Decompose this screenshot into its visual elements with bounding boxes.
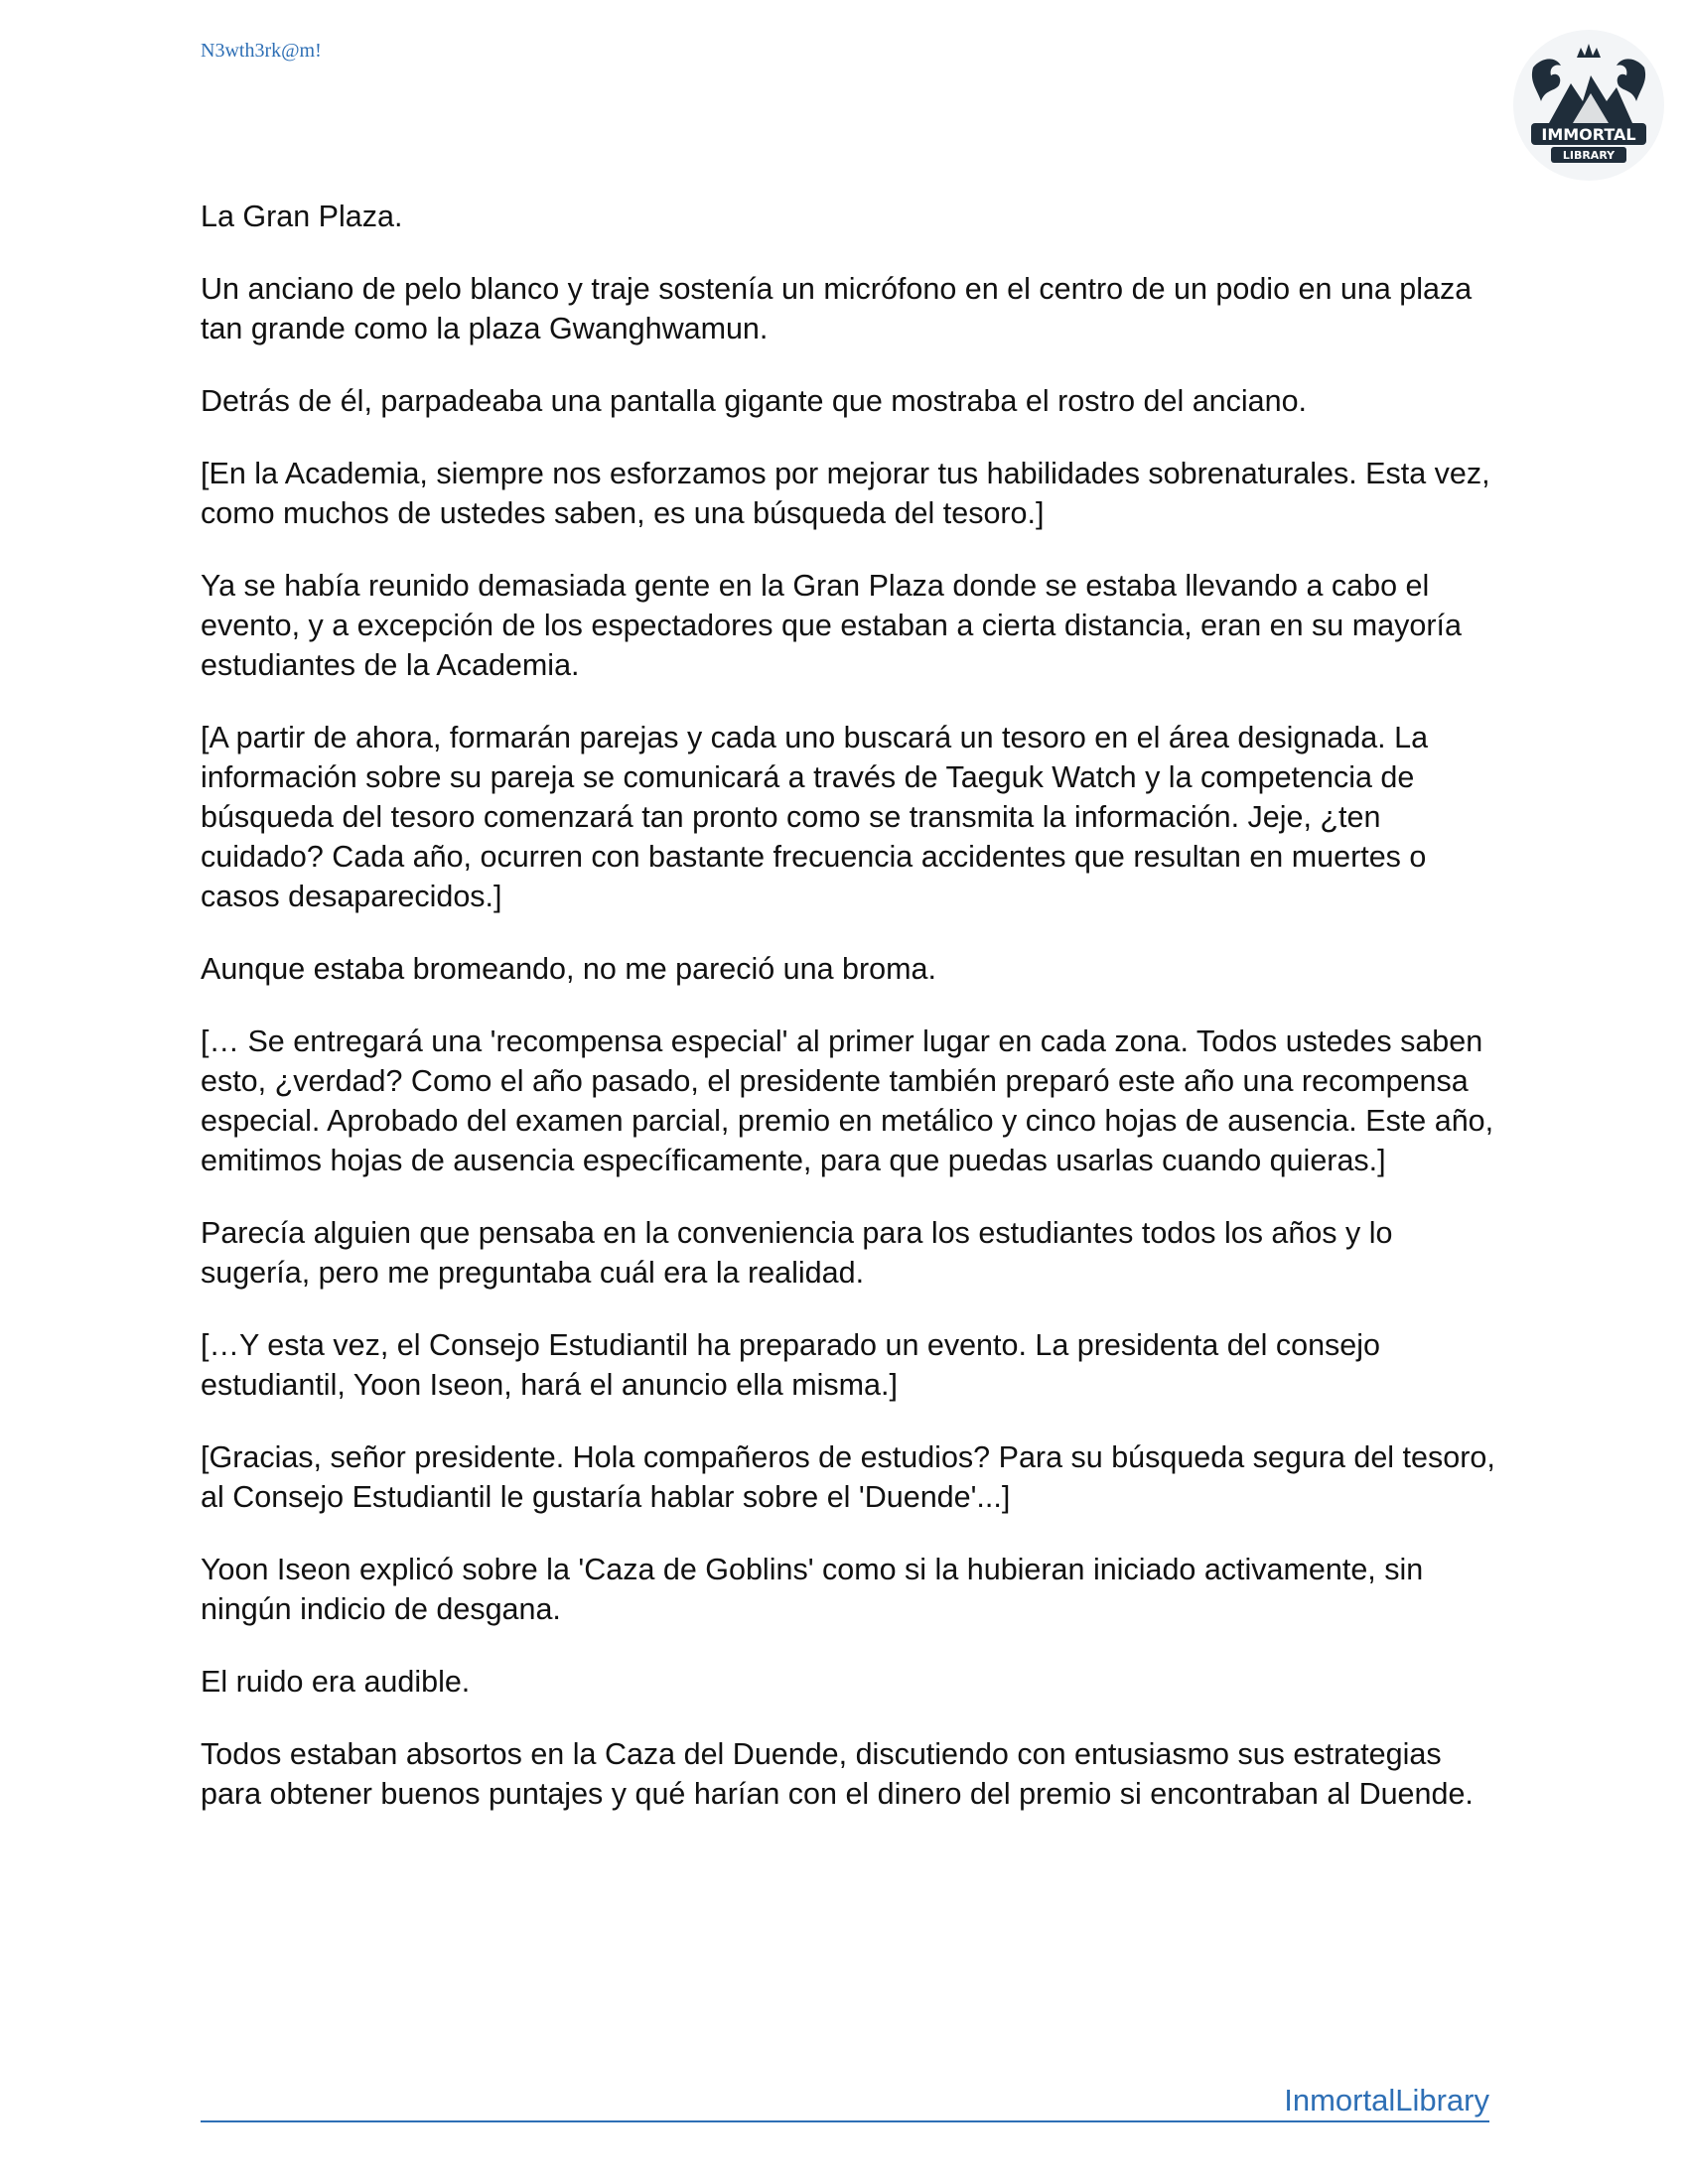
paragraph-9: Parecía alguien que pensaba en la conveniencia para los estudiantes todos los años y lo sugería, pero me preguntaba cuál era la realidad. bbox=[201, 1216, 1393, 1290]
paragraph-4: [En la Academia, siempre nos esforzamos por mejorar tus habilidades sobrenaturales. Esta vez, como muchos de ustedes saben, es una búsqueda del tesoro.] bbox=[201, 457, 1490, 530]
logo-line-1: IMMORTAL bbox=[1541, 125, 1636, 144]
paragraph-10: […Y esta vez, el Consejo Estudiantil ha preparado un evento. La presidenta del consejo estudiantil, Yoon Iseon, hará el anuncio ella misma.] bbox=[201, 1328, 1381, 1402]
watermark-text: N3wth3rk@m! bbox=[201, 40, 322, 62]
paragraph-5: Ya se había reunido demasiada gente en la Gran Plaza donde se estaba llevando a cabo el evento, y a excepción de los espectadores que estaban a cierta distancia, eran en su mayoría estudiantes de la Academia. bbox=[201, 569, 1462, 682]
document-body bbox=[201, 197, 1501, 1846]
paragraph-13: El ruido era audible. bbox=[201, 1665, 471, 1699]
footer-rule bbox=[201, 2083, 1489, 2122]
paragraph-14: Todos estaban absortos en la Caza del Duende, discutiendo con entusiasmo sus estrategias para obtener buenos puntajes y qué harían con el dinero del premio si encontraban al Duende. bbox=[201, 1737, 1474, 1811]
paragraph-3: Detrás de él, parpadeaba una pantalla gigante que mostraba el rostro del anciano. bbox=[201, 384, 1308, 418]
paragraph-7: Aunque estaba bromeando, no me pareció una broma. bbox=[201, 952, 936, 986]
paragraph-8: [… Se entregará una 'recompensa especial' al primer lugar en cada zona. Todos ustedes saben esto, ¿verdad? Como el año pasado, el presidente también preparó este año una recompensa especial. Aprobado del examen parcial, premio en metálico y cinco hojas de ausencia. Este año, emitimos hojas de ausencia específicamente, para que puedas usarlas cuando quieras.] bbox=[201, 1024, 1494, 1177]
paragraph-6: [A partir de ahora, formarán parejas y cada uno buscará un tesoro en el área designada. La información sobre su pareja se comunicará a través de Taeguk Watch y la competencia de búsqueda del tesoro comenzará tan pronto como se transmita la información. Jeje, ¿ten cuidado? Cada año, ocurren con bastante frecuencia accidentes que resultan en muertes o casos desaparecidos.] bbox=[201, 721, 1429, 913]
logo-line-2: LIBRARY bbox=[1562, 149, 1616, 162]
paragraph-12: Yoon Iseon explicó sobre la 'Caza de Goblins' como si la hubieran iniciado activamente, sin ningún indicio de desgana. bbox=[201, 1553, 1424, 1626]
dragon-emblem-icon bbox=[1511, 28, 1666, 183]
immortal-library-logo bbox=[1511, 28, 1666, 183]
paragraph-11: [Gracias, señor presidente. Hola compañeros de estudios? Para su búsqueda segura del tesoro, al Consejo Estudiantil le gustaría hablar sobre el 'Duende'...] bbox=[201, 1440, 1495, 1514]
paragraph-2: Un anciano de pelo blanco y traje sostenía un micrófono en el centro de un podio en una plaza tan grande como la plaza Gwanghwamun. bbox=[201, 272, 1473, 345]
paragraph-1: La Gran Plaza. bbox=[201, 200, 403, 233]
footer-library-link[interactable]: InmortalLibrary bbox=[1284, 2083, 1489, 2117]
